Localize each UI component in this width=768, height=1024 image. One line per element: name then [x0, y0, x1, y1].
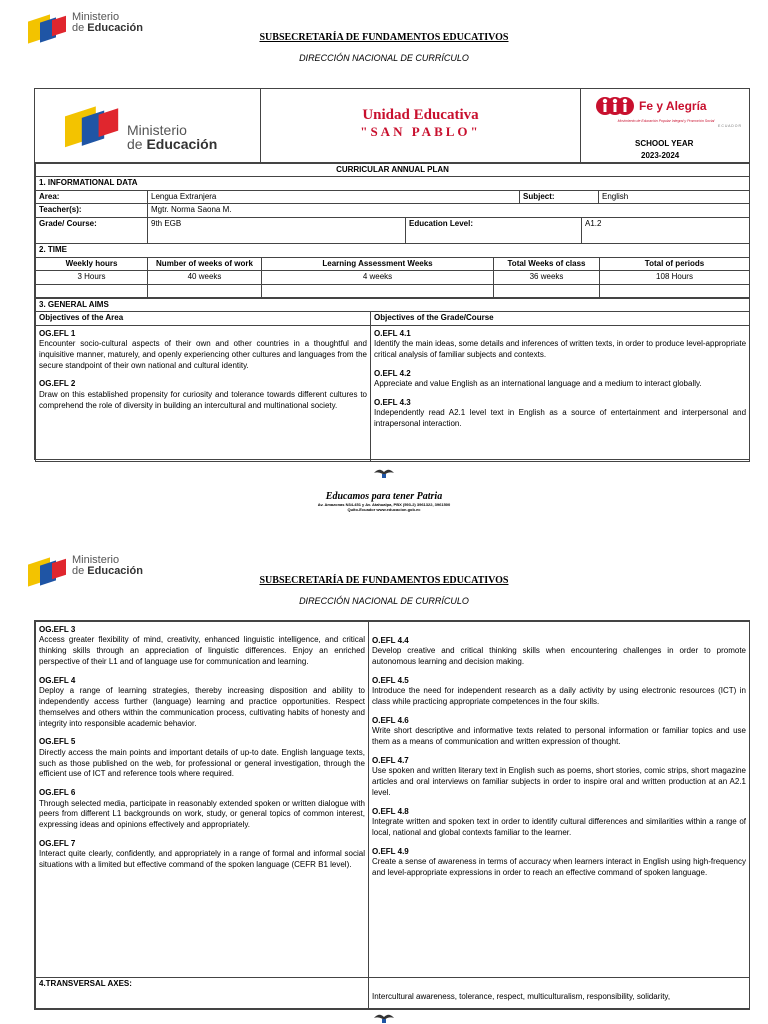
objective-code: OG.EFL 6: [39, 788, 76, 798]
ministry-logo-large: Ministerio de Educación: [65, 103, 217, 151]
teacher-label: Teacher(s):: [36, 204, 148, 217]
partner-country: E C U A D O R: [718, 124, 741, 128]
area-label: Area:: [36, 190, 148, 203]
objective-text: Write short descriptive and informative texts related to personal information or familiar topics and use them as a means of communication and written expression of thought.: [372, 726, 746, 747]
objective-text: Through selected media, participate in reasonably extended spoken or written dialogue with peers from different L1 backgrounds on work, study, or general topics of common interest, expressing ideas and opinions effectively and appropriately.: [39, 798, 365, 830]
objective-code: OG.EFL 5: [39, 737, 76, 747]
area-objectives-cell: [36, 622, 369, 978]
level-value: A1.2: [582, 217, 750, 243]
level-label: Education Level:: [406, 217, 582, 243]
objective-text: Deploy a range of learning strategies, thereby increasing disposition and ability to independently access further (language) learning and practice opportunities. Respect themselves and others within the communication process, cultivating habits of honesty and integrity into responsible academic behavior.: [39, 686, 365, 728]
plan-title: CURRICULAR ANNUAL PLAN: [36, 164, 750, 177]
objective-text: Access greater flexibility of mind, creativity, enhanced linguistic intelligence, and critical thinking skills through an appreciation of linguistic differences. Enjoy an enriched perspective of their L1 and of language use for communication and learning.: [39, 635, 365, 666]
objective-code: OG.EFL 3: [39, 625, 76, 634]
objective-code: O.EFL 4.2: [374, 368, 411, 378]
footer-slogan: Educamos para tener Patria: [325, 491, 443, 502]
ministry-line1: Ministerio: [72, 11, 120, 23]
condor-emblem-icon: [373, 467, 395, 479]
school-name-2: "SAN PABLO": [360, 124, 481, 139]
objective-code: O.EFL 4.5: [372, 675, 409, 685]
transversal-axes-value: Intercultural awareness, tolerance, respect, multiculturalism, responsibility, solidarity,: [369, 978, 750, 1009]
area-objectives-cell: [36, 325, 371, 461]
time-header: Number of weeks of work: [148, 258, 262, 271]
subject-value: English: [599, 190, 750, 203]
objective-text: Appreciate and value English as an international language and a medium to interact globally.: [374, 379, 702, 388]
objective-code: OG.EFL 1: [39, 328, 76, 338]
time-header: Total of periods: [600, 258, 750, 271]
objective-code: O.EFL 4.6: [372, 715, 409, 725]
col-grade-objectives: Objectives of the Grade/Course: [371, 312, 750, 325]
objective-text: Directly access the main points and important details of up-to date. English language texts, such as those published on the web, for professional or general investigation, through the efficient use of ICT and reference tools where required.: [39, 747, 365, 779]
ministry-line2: Educación: [87, 22, 143, 34]
school-name: Unidad Educativa: [362, 107, 479, 123]
objective-text: Integrate written and spoken text in order to identify cultural differences and similarities within a range of local, national and global contexts familiar to the learner.: [372, 817, 746, 837]
objective-code: OG.EFL 2: [39, 379, 76, 389]
time-value: 36 weeks: [494, 271, 600, 284]
footer-address: Av. Amazonas N34-451 y Av. Atahualpa, PBX (593-2) 3961322, 3961500: [317, 502, 451, 507]
subject-label: Subject:: [520, 190, 599, 203]
time-value: 108 Hours: [600, 271, 750, 284]
objective-text: Develop creative and critical thinking skills when encountering challenges in order to promote autonomous learning and decision making.: [372, 646, 746, 667]
objective-text: Encounter socio-cultural aspects of their own and other countries in a thoughtful and inquisitive manner, maturely, and openly experiencing other cultures and languages from the secure standpoint of their own national and cultural identity.: [39, 339, 367, 370]
school-year-label: SCHOOL YEAR: [635, 139, 694, 148]
subsecretaria-title: SUBSECRETARÍA DE FUNDAMENTOS EDUCATIVOS: [259, 32, 509, 43]
objective-text: Independently read A2.1 level text in English as a source of entertainment and interpersonal and intrapersonal interaction.: [374, 408, 747, 428]
time-header: Total Weeks of class: [494, 258, 600, 271]
curricular-plan-frame: [34, 88, 750, 460]
direccion-subtitle: DIRECCIÓN NACIONAL DE CURRÍCULO: [299, 53, 469, 63]
objective-text: Introduce the need for independent research as a daily activity by using electronic resources (ICT) in class while practicing appropriate competences in the four skills.: [372, 686, 746, 707]
objective-code: OG.EFL 4: [39, 675, 76, 685]
time-value: 3 Hours: [36, 271, 148, 284]
objective-text: Identify the main ideas, some details and inferences of written texts, in order to produce level-appropriate critical analysis of familiar subjects and contexts.: [374, 339, 747, 359]
objective-code: O.EFL 4.8: [372, 806, 409, 816]
school-year: 2023-2024: [641, 151, 680, 160]
grade-objectives-cell: [369, 622, 750, 978]
objectives-continued-frame: [34, 620, 750, 1010]
footer-address-2: Quito-Ecuador www.educacion.gob.ec: [347, 507, 421, 512]
fe-y-alegria-logo: [595, 95, 707, 117]
objective-code: O.EFL 4.4: [372, 636, 409, 645]
time-value: 4 weeks: [262, 271, 494, 284]
partner-name: Fe y Alegría: [639, 99, 707, 113]
objective-code: O.EFL 4.7: [372, 755, 409, 765]
col-area-objectives: Objectives of the Area: [36, 312, 371, 325]
objective-code: O.EFL 4.9: [372, 846, 409, 856]
ecuador-flag-icon: [65, 103, 143, 170]
transversal-axes-label: 4.TRANSVERSAL AXES:: [36, 978, 369, 1009]
objective-text: Draw on this established propensity for curiosity and tolerance towards different cultures to comprehend the role of diversity in building an intercultural and multinational society.: [39, 389, 367, 410]
grade-objectives-cell: [371, 325, 750, 461]
ministry-logo: Ministerio de Educación: [28, 555, 143, 589]
objective-code: O.EFL 4.1: [374, 328, 411, 338]
objective-text: Use spoken and written literary text in English such as poems, short stories, comic strips, short magazine articles and oral interviews on familiar subjects in order to inspire oral and written production at an A2.1 level.: [372, 766, 746, 797]
section-informational-data: 1. INFORMATIONAL DATA: [36, 177, 750, 190]
partner-subtitle: Movimiento de Educación Popular Integral y Promoción Social: [617, 119, 715, 123]
time-header: Learning Assessment Weeks: [262, 258, 494, 271]
objective-code: O.EFL 4.3: [374, 397, 411, 407]
grade-value: 9th EGB: [148, 217, 406, 243]
condor-emblem-icon: [373, 1012, 395, 1024]
subsecretaria-title: SUBSECRETARÍA DE FUNDAMENTOS EDUCATIVOS: [259, 575, 509, 586]
people-icon: [595, 95, 635, 117]
time-value: 40 weeks: [148, 271, 262, 284]
objective-code: OG.EFL 7: [39, 838, 76, 848]
direccion-subtitle: DIRECCIÓN NACIONAL DE CURRÍCULO: [299, 596, 469, 606]
objective-text: Create a sense of awareness in terms of accuracy when learners interact in English using high-frequency and level-appropriate expressions in order to reach an effective command of spoken language.: [372, 857, 746, 877]
objective-text: Interact quite clearly, confidently, and appropriately in a range of formal and informal social situations with a limited but effective command of the spoken language (CEFR B1 level).: [39, 849, 365, 870]
area-value: Lengua Extranjera: [148, 190, 520, 203]
section-time: 2. TIME: [36, 244, 750, 258]
section-general-aims: 3. GENERAL AIMS: [36, 298, 750, 311]
teacher-value: Mgtr. Norma Saona M.: [148, 204, 750, 217]
time-header: Weekly hours: [36, 258, 148, 271]
ministry-logo: Ministerio de Educación: [28, 12, 143, 46]
grade-label: Grade/ Course:: [36, 217, 148, 243]
